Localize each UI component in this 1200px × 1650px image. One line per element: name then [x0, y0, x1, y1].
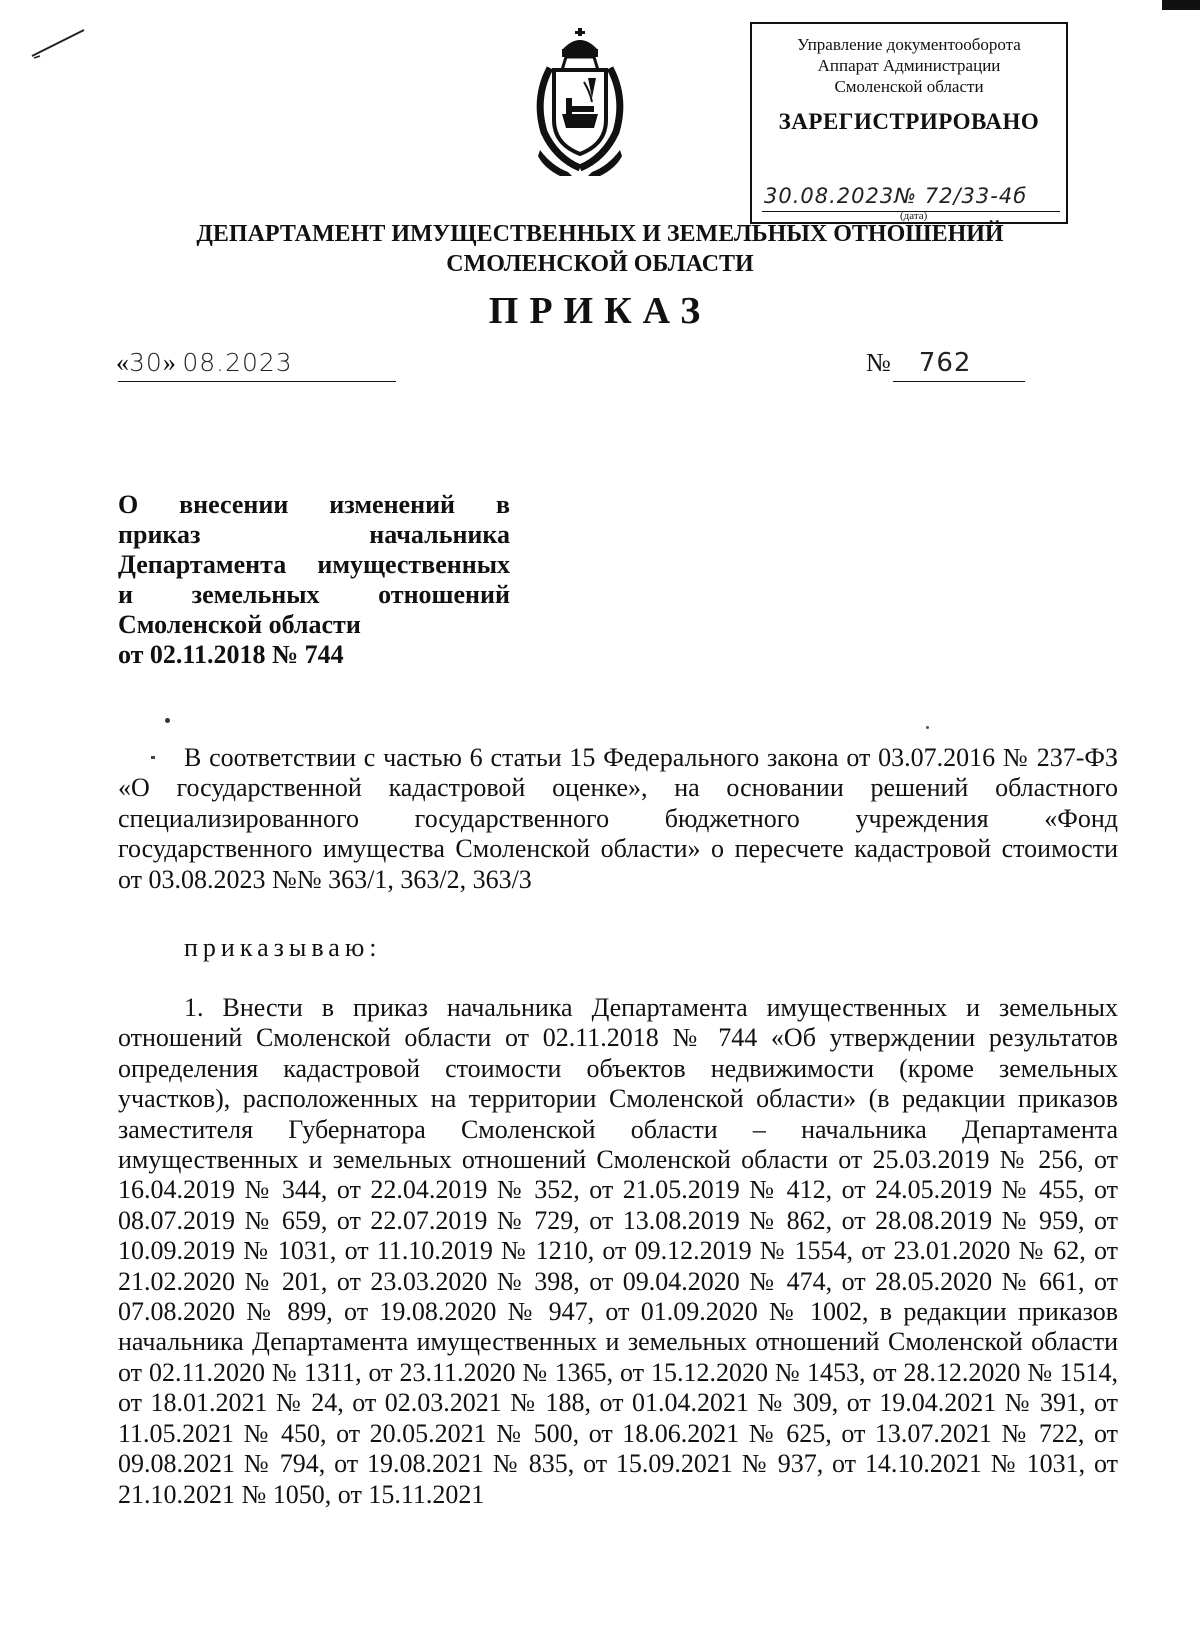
department-line-2: СМОЛЕНСКОЙ ОБЛАСТИ — [446, 251, 754, 277]
preamble-block — [118, 743, 1118, 895]
department-line-1: ДЕПАРТАМЕНТ ИМУЩЕСТВЕННЫХ И ЗЕМЕЛЬНЫХ ОТНОШЕНИЙ — [196, 221, 1004, 247]
pen-mark-icon — [30, 26, 86, 60]
date-open-quote: « — [116, 348, 129, 377]
order-month-year: 08.2023 — [182, 348, 293, 377]
subject-line-3: Департамента имущественных — [118, 550, 510, 579]
item-1-paragraph: 1. Внести в приказ начальника Департамента имущественных и земельных отношений Смоленской области от 02.11.2018 № 744 «Об утверждении результатов определения кадастровой стоимости объектов недвижимости (кроме земельных участков), расположенных на территории Смоленской области» (в редакции приказов заместителя Губернатора Смоленской области – начальника Департамента имущественных и земельных отношений Смоленской области от 25.03.2019 № 256, от 16.04.2019 № 344, от 22.04.2019 № 352, от 21.05.2019 № 412, от 24.05.2019 № 455, от 08.07.2019 № 659, от 22.07.2019 № 729, от 13.08.2019 № 862, от 28.08.2019 № 959, от 10.09.2019 № 1031, от 11.10.2019 № 1210, от 09.12.2019 № 1554, от 23.01.2020 № 62, от 21.02.2020 № 201, от 23.03.2020 № 398, от 09.04.2020 № 474, от 28.05.2020 № 661, от 07.08.2020 № 899, от 19.08.2020 № 947, от 01.09.2020 № 1002, в редакции приказов начальника Департамента имущественных и земельных отношений Смоленской области от 02.11.2020 № 1311, от 23.11.2020 № 1365, от 15.12.2020 № 1453, от 28.12.2020 № 1514, от 18.01.2021 № 24, от 02.03.2021 № 188, от 01.04.2021 № 309, от 19.04.2021 № 391, от 11.05.2021 № 450, от 20.05.2021 № 500, от 18.06.2021 № 625, от 13.07.2021 № 722, от 09.08.2021 № 794, от 19.08.2021 № 835, от 15.09.2021 № 937, от 14.10.2021 № 1031, от 21.10.2021 № 1050, от 15.11.2021 — [118, 993, 1118, 1509]
order-word: приказываю: — [184, 933, 382, 962]
smolensk-coat-of-arms-icon — [532, 28, 628, 178]
subject-line-4: и земельных отношений — [118, 580, 510, 609]
subject-line-1: О внесении изменений в — [118, 490, 510, 519]
subject-line-6: от 02.11.2018 № 744 — [118, 640, 344, 669]
number-sign: № — [866, 348, 891, 377]
subject-line-2: приказ начальника — [118, 520, 510, 549]
date-close-quote: » — [162, 348, 176, 377]
stamp-line-3: Смоленской области — [834, 77, 984, 96]
order-word-block — [118, 933, 1118, 963]
stamp-title: ЗАРЕГИСТРИРОВАНО — [778, 109, 1040, 134]
scan-corner-mark — [1162, 0, 1200, 10]
preamble-paragraph: В соответствии с частью 6 статьи 15 Федерального закона от 03.07.2016 № 237-ФЗ «О государственной кадастровой оценке», на основании решений областного специализированного государственного бюджетного учреждения «Фонд государственного имущества Смоленской области» о пересчете кадастровой стоимости от 03.08.2023 №№ 363/1, 363/2, 363/3 — [118, 743, 1118, 894]
scan-speck — [165, 718, 170, 723]
order-date — [116, 348, 293, 378]
subject-line-5: Смоленской области — [118, 610, 361, 639]
document-type-title: ПРИКАЗ — [488, 290, 712, 332]
order-number — [866, 348, 971, 378]
order-day: 30 — [129, 348, 163, 377]
number-underline — [893, 381, 1025, 382]
scan-speck — [926, 726, 929, 729]
stamp-line-1: Управление документооборота — [797, 35, 1021, 54]
stamp-handwritten-date: 30.08.2023№ 72/33-4б — [764, 184, 1028, 208]
order-number-value: 762 — [918, 348, 972, 378]
stamp-date-hint: (дата) — [900, 210, 928, 222]
date-underline — [118, 381, 396, 382]
order-subject — [118, 490, 510, 670]
item-1-block — [118, 993, 1118, 1510]
department-heading — [110, 219, 1090, 279]
registration-stamp — [750, 22, 1068, 222]
stamp-line-2: Аппарат Администрации — [817, 56, 1001, 75]
